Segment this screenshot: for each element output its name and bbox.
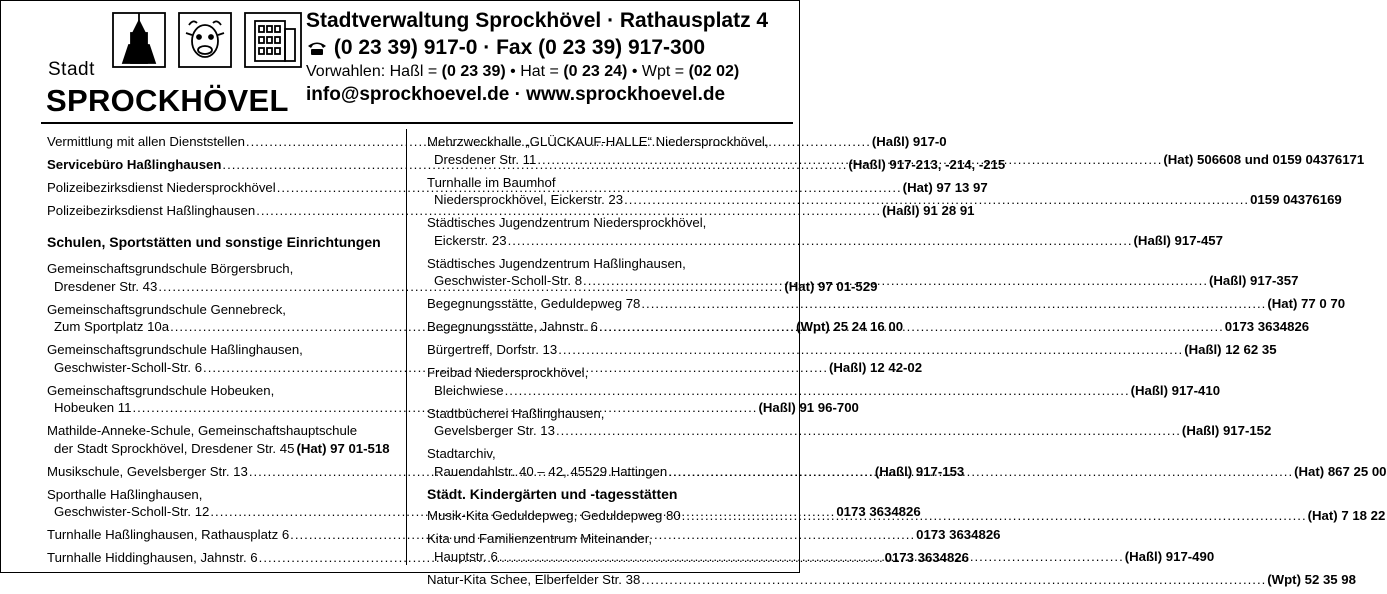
area-code-hat: (0 23 24)	[563, 63, 628, 80]
coat-of-arms-icons	[109, 7, 309, 69]
list-item: Servicebüro Haßlinghausen ..... (Haßl) 917-213, -214, -215	[47, 156, 389, 174]
list-item: Mehrzweckhalle „GLÜCKAUF-HALLE“ Niedersprockhövel, Dresdener Str. 11 ..... (Hat) 506608 und 0159 04376171	[427, 133, 771, 168]
list-item: Bürgertreff, Dorfstr. 13 ..... (Haßl) 12 62 35	[427, 341, 771, 359]
header-divider	[41, 122, 793, 124]
list-item: Polizeibezirksdienst Niedersprockhövel ..... (Hat) 97 13 97	[47, 179, 389, 197]
list-item: Städtisches Jugendzentrum Niedersprockhövel, Eickerstr. 23 ..... (Haßl) 917-457	[427, 214, 771, 249]
area-codes-sep-2: • Wpt =	[631, 63, 685, 80]
area-codes-sep-1: • Hat =	[510, 63, 559, 80]
logo-city-name: SPROCKHÖVEL	[46, 83, 289, 118]
list-item: Begegnungsstätte, Jahnstr. 6 ..... 0173 3634826	[427, 318, 771, 336]
list-item: Freibad Niedersprockhövel, Bleichwiese ..... (Haßl) 917-410	[427, 364, 771, 399]
list-item: Gemeinschaftsgrundschule Gennebreck, Zum Sportplatz 10a ..... (Wpt) 25 24 16 00	[47, 301, 389, 336]
list-item: Stadtbücherei Haßlinghausen, Gevelsberger Str. 13 ..... (Haßl) 917-152	[427, 405, 771, 440]
list-item: Städtisches Jugendzentrum Haßlinghausen, Geschwister-Scholl-Str. 8 ..... (Haßl) 917-357	[427, 255, 771, 290]
area-code-hassl: (0 23 39)	[441, 63, 506, 80]
list-item: Gemeinschaftsgrundschule Börgersbruch, Dresdener Str. 43 ..... (Hat) 97 01-529	[47, 260, 389, 295]
list-item: Stadtarchiv, Rauendahlstr. 40 – 42, 45529 Hattingen ..... (Hat) 867 25 00	[427, 445, 771, 480]
area-codes-prefix: Vorwahlen: Haßl =	[306, 63, 438, 80]
logo-stadt-label: Stadt	[48, 59, 95, 80]
list-item: Mathilde-Anneke-Schule, Gemeinschaftshauptschule der Stadt Sprockhövel, Dresdener Str. 45 (Hat) 97 01-518	[47, 423, 390, 456]
list-item: Musikschule, Gevelsberger Str. 13 ..... (Haßl) 917-153	[47, 463, 389, 481]
list-item: Polizeibezirksdienst Haßlinghausen ..... (Haßl) 91 28 91	[47, 202, 389, 220]
area-codes-line	[306, 63, 796, 81]
city-admin-address: Stadtverwaltung Sprockhövel · Rathausplatz 4	[306, 9, 769, 32]
email-web-line[interactable]: info@sprockhoevel.de · www.sprockhoevel.de	[306, 84, 726, 105]
contact-header	[306, 9, 796, 106]
area-code-wpt: (02 02)	[688, 63, 740, 80]
church-tower-icon	[113, 13, 165, 67]
list-item: Turnhalle im Baumhof Niedersprockhövel, Eickerstr. 23 ..... 0159 04376169	[427, 174, 771, 209]
telephone-icon	[306, 40, 328, 56]
list-item: Turnhalle Hiddinghausen, Jahnstr. 6 ..... 0173 3634826	[47, 549, 389, 567]
list-item: Begegnungsstätte, Geduldерweg 78 ..... (Hat) 77 0 70	[427, 295, 771, 313]
cow-head-icon	[179, 13, 231, 67]
list-item: Musik-Kita Geduldерweg, Geduldерweg 80 ..... (Hat) 7 18 22	[427, 507, 771, 525]
list-item: Gemeinschaftsgrundschule Haßlinghausen, Geschwister-Scholl-Str. 6 ..... (Haßl) 12 42-02	[47, 341, 389, 376]
list-item: Gemeinschaftsgrundschule Hobeuken, Hobeuken 11 ..... (Haßl) 91 96-700	[47, 382, 389, 417]
phone-fax-line	[306, 36, 796, 60]
list-item: Vermittlung mit allen Dienststellen ..... (Haßl) 917-0	[47, 133, 389, 151]
list-item: Natur-Kita Schee, Elberfelder Str. 38 ..... (Wpt) 52 35 98	[427, 571, 771, 589]
section-title-schools: Schulen, Sportstätten und sonstige Einrichtungen	[47, 233, 381, 250]
list-item: Sporthalle Haßlinghausen, Geschwister-Scholl-Str. 12 ..... 0173 3634826	[47, 486, 389, 521]
city-logo	[41, 7, 289, 118]
phone-fax-text: (0 23 39) 917-0 · Fax (0 23 39) 917-300	[333, 36, 706, 59]
building-icon	[245, 13, 301, 67]
section-title-kitas: Städt. Kindergärten und -tagesstätten	[427, 485, 678, 502]
list-item: Kita und Familienzentrum Miteinander, Hauptstr. 6 ..... (Haßl) 917-490	[427, 530, 771, 565]
list-item: Turnhalle Haßlinghausen, Rathausplatz 6 ..... 0173 3634826	[47, 526, 389, 544]
